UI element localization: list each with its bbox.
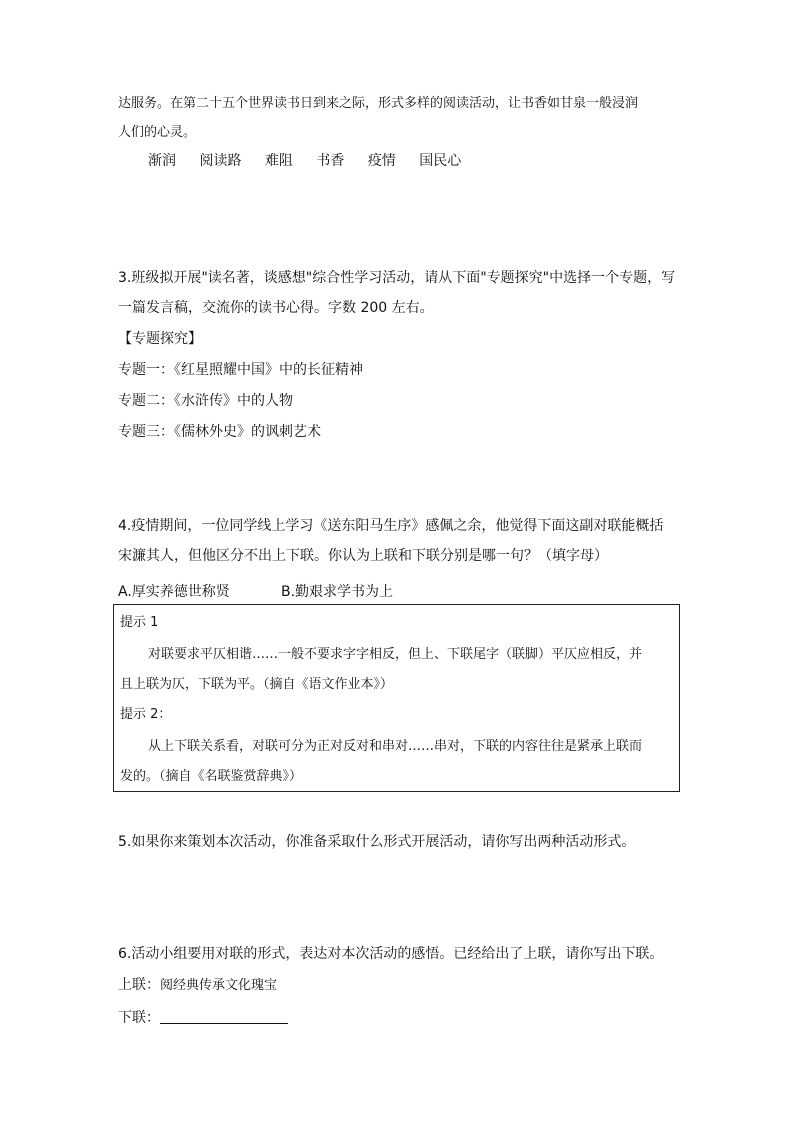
hint-box: [113, 604, 680, 792]
word-item: 难阻: [264, 153, 293, 169]
q3-topic-3: 专题三：《儒林外史》的讽刺艺术: [118, 424, 321, 440]
q6-upper-line: [118, 975, 277, 996]
hint-2-line-2: 发的。（摘自《名联鉴赏辞典》）: [120, 769, 303, 784]
answer-blank[interactable]: [160, 1009, 288, 1024]
hint-1-line-1: 对联要求平仄相谐……一般不要求字字相反，但上、下联尾字（联脚）平仄应相反，并: [148, 647, 643, 662]
q3-topic-1: 专题一：《红星照耀中国》中的长征精神: [118, 362, 363, 378]
word-item: 阅读路: [199, 153, 242, 169]
q4-line-2: 宋濂其人，但他区分不出上下联。你认为上联和下联分别是哪一句？（填字母）: [118, 548, 608, 564]
q4-option-a: A.厚实养德世称贤: [118, 584, 230, 600]
hint-2-line-1: 从上下联关系看，对联可分为正对反对和串对……串对，下联的内容往往是紧承上联而: [148, 739, 643, 754]
q3-section-title: 【专题探究】: [118, 331, 202, 347]
intro-line-2: 人们的心灵。: [118, 125, 197, 140]
q3-line-2: 一篇发言稿，交流你的读书心得。字数 200 左右。: [118, 300, 434, 316]
q3-line-1: 3.班级拟开展"读名著，谈感想"综合性学习活动，请从下面"专题探究"中选择一个专题，写: [118, 270, 676, 286]
q6-text: 6.活动小组要用对联的形式，表达对本次活动的感悟。已经给出了上联，请你写出下联。: [118, 946, 664, 962]
upper-text: 阅经典传承文化瑰宝: [160, 978, 278, 993]
q5-text: 5.如果你来策划本次活动，你准备采取什么形式开展活动，请你写出两种活动形式。: [118, 834, 636, 850]
word-item: 渐润: [148, 153, 176, 169]
lower-label: 下联：: [118, 1010, 160, 1026]
q3-topic-2: 专题二：《水浒传》中的人物: [118, 393, 293, 409]
hint-1-title: 提示 1: [120, 615, 159, 630]
hint-1-line-2: 且上联为仄，下联为平。（摘自《语文作业本》）: [120, 677, 394, 692]
word-item: 疫情: [367, 153, 396, 169]
word-list: [148, 151, 480, 171]
word-item: 国民心: [419, 153, 462, 169]
hint-2-title: 提示 2：: [120, 707, 172, 722]
intro-line-1: 达服务。在第二十五个世界读书日到来之际，形式多样的阅读活动，让书香如甘泉一般浸润: [118, 96, 639, 111]
q6-lower-line: [118, 1008, 288, 1028]
upper-label: 上联：: [118, 977, 160, 993]
q4-line-1: 4.疫情期间，一位同学线上学习《送东阳马生序》感佩之余，他觉得下面这副对联能概括: [118, 518, 664, 534]
word-item: 书香: [316, 153, 345, 169]
q4-option-b: B.勤艰求学书为上: [281, 584, 394, 600]
